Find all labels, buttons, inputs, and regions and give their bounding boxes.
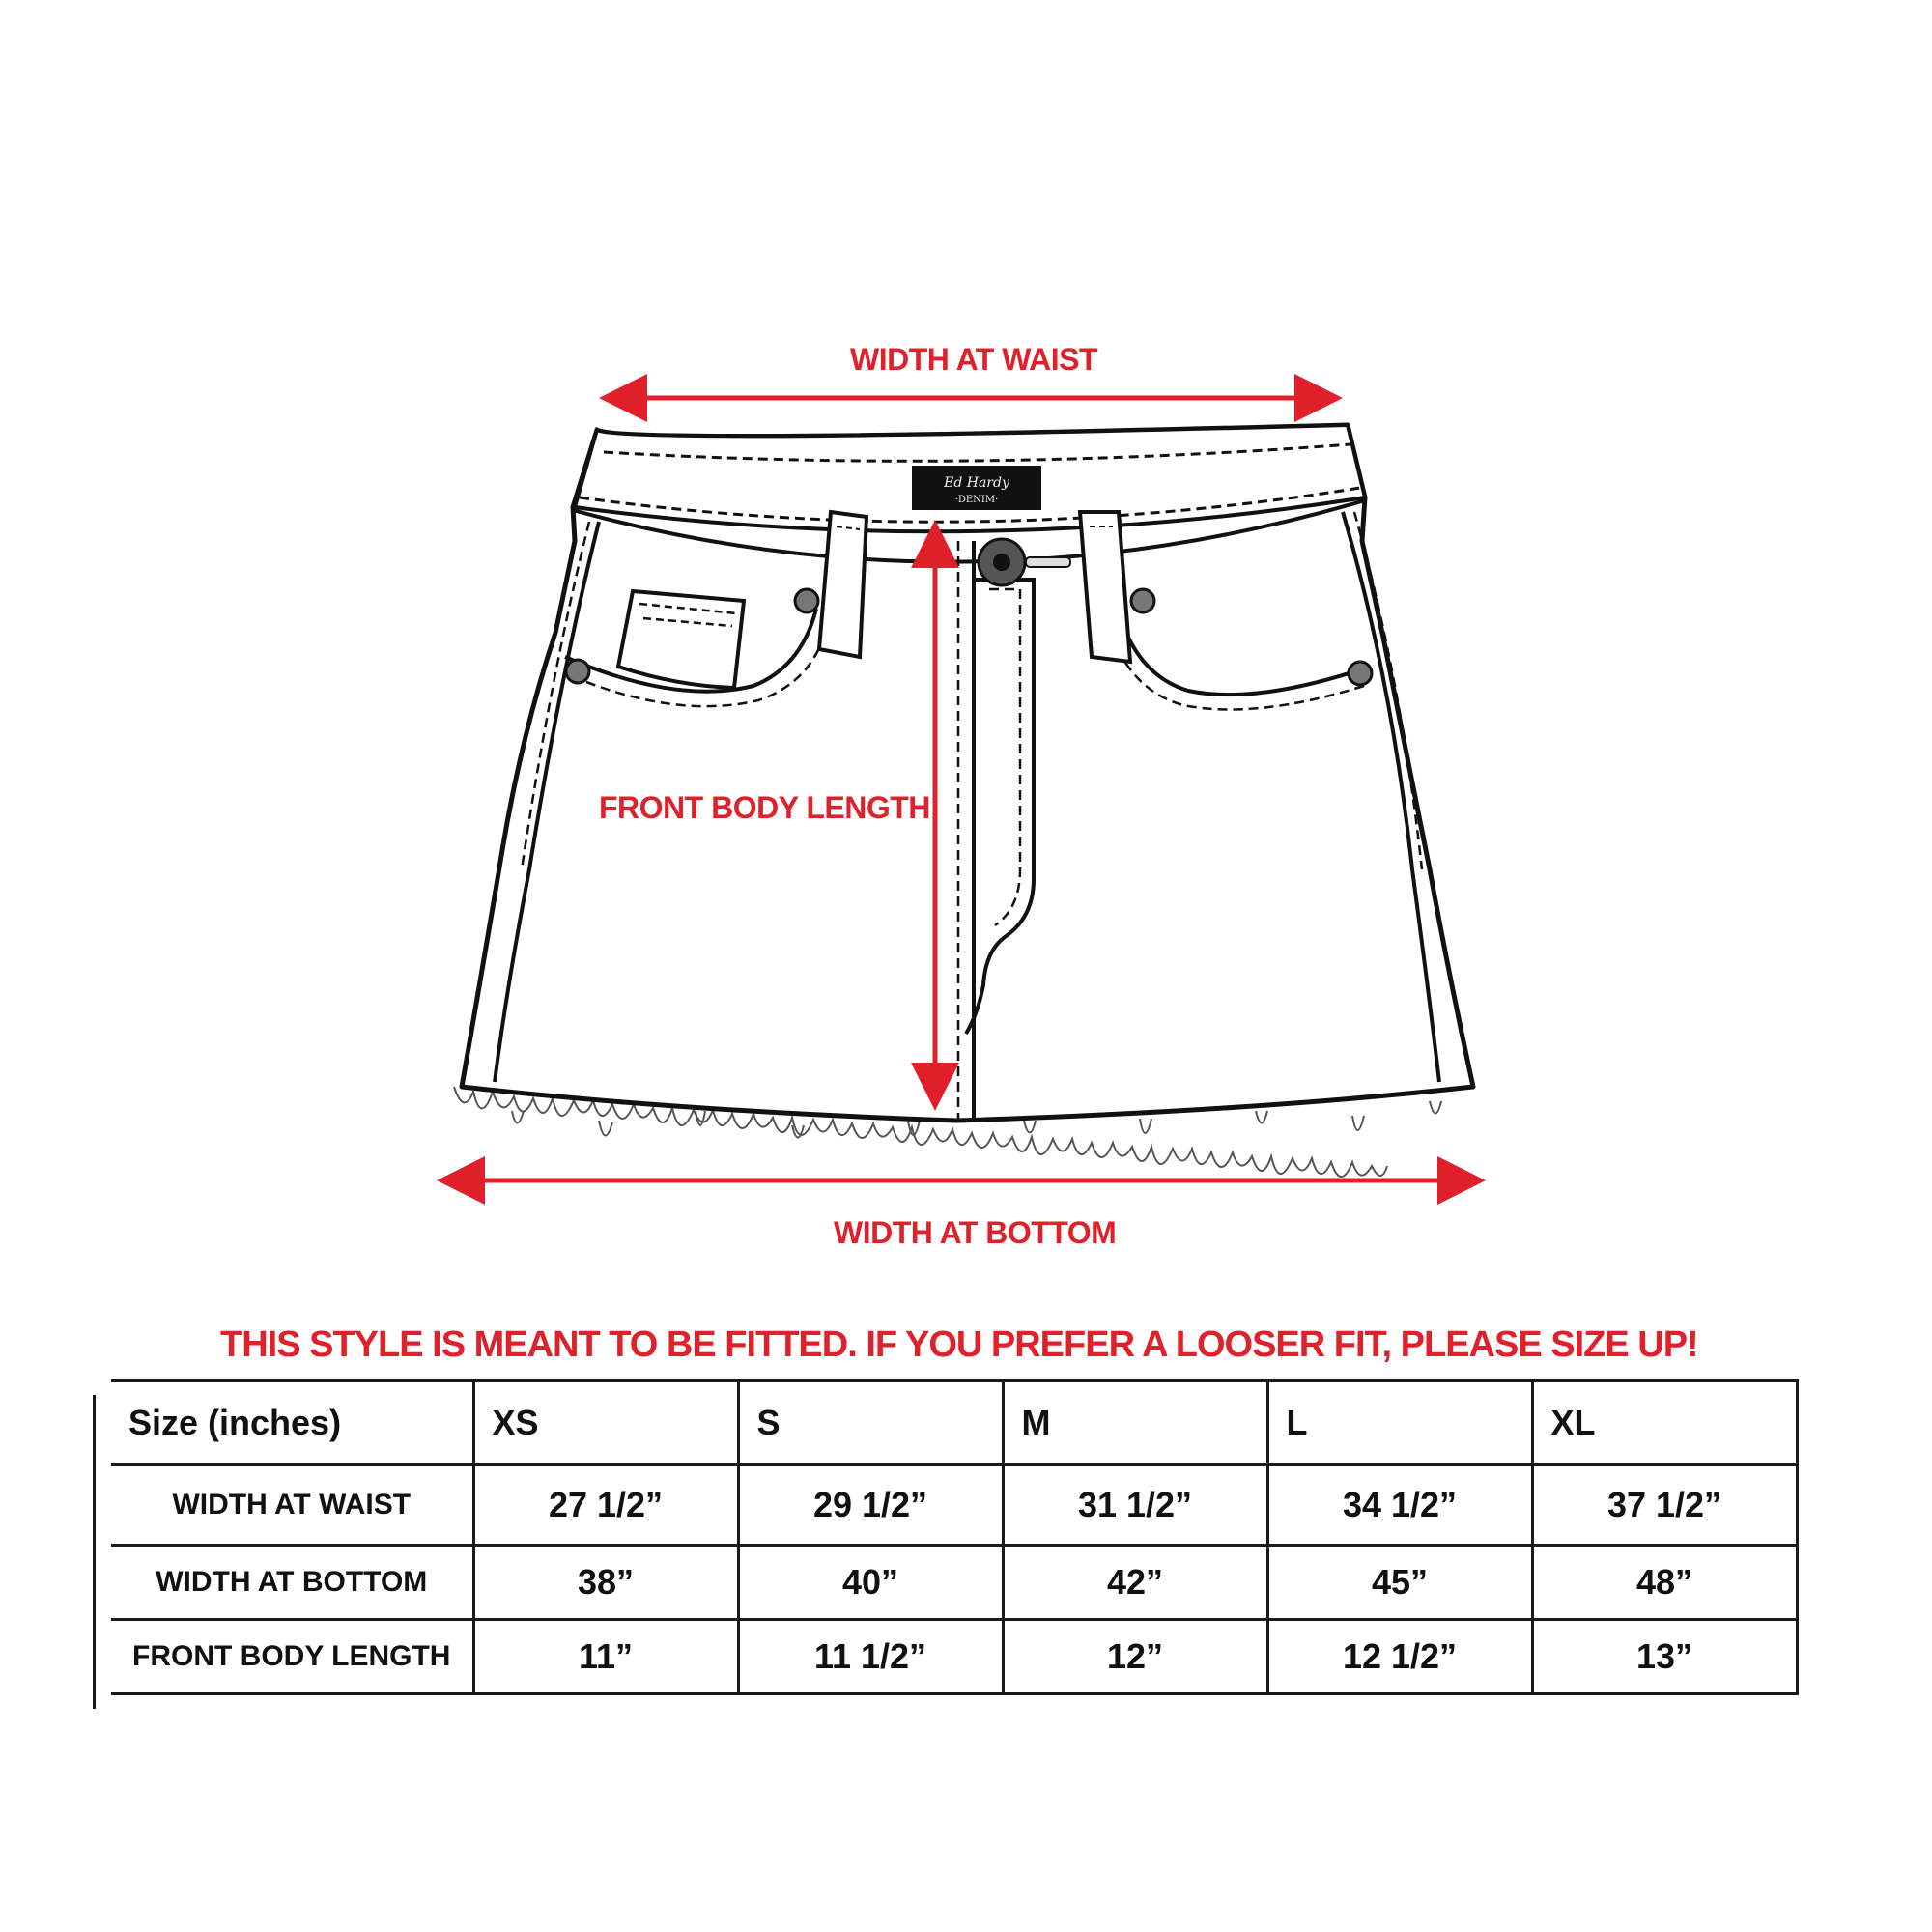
- table-cell: 12 1/2”: [1267, 1620, 1532, 1694]
- table-cell: 12”: [1003, 1620, 1267, 1694]
- svg-text:·DENIM·: ·DENIM·: [954, 495, 999, 505]
- row-label-waist: WIDTH AT WAIST: [111, 1465, 473, 1546]
- table-row: [111, 1465, 1797, 1546]
- table-row: [111, 1620, 1797, 1694]
- table-cell: 27 1/2”: [473, 1465, 738, 1546]
- table-row: [111, 1546, 1797, 1620]
- bottom-label: WIDTH AT BOTTOM: [834, 1215, 1117, 1250]
- table-cell: 48”: [1532, 1546, 1797, 1620]
- size-m: M: [1003, 1381, 1267, 1465]
- svg-text:Ed Hardy: Ed Hardy: [944, 475, 1009, 491]
- coin-pocket: [618, 591, 744, 688]
- table-cell: 40”: [738, 1546, 1003, 1620]
- waist-label: WIDTH AT WAIST: [850, 342, 1098, 377]
- table-cell: 45”: [1267, 1546, 1532, 1620]
- table-cell: 11 1/2”: [738, 1620, 1003, 1694]
- table-cell: 13”: [1532, 1620, 1797, 1694]
- row-label-length: FRONT BODY LENGTH: [111, 1620, 473, 1694]
- size-l: L: [1267, 1381, 1532, 1465]
- size-xs: XS: [473, 1381, 738, 1465]
- size-s: S: [738, 1381, 1003, 1465]
- table-cell: 29 1/2”: [738, 1465, 1003, 1546]
- table-cell: 38”: [473, 1546, 738, 1620]
- size-header-label: Size (inches): [111, 1381, 473, 1465]
- size-xl: XL: [1532, 1381, 1797, 1465]
- row-label-bottom: WIDTH AT BOTTOM: [111, 1546, 473, 1620]
- table-cell: 34 1/2”: [1267, 1465, 1532, 1546]
- fit-notice: THIS STYLE IS MEANT TO BE FITTED. IF YOU PREFER A LOOSER FIT, PLEASE SIZE UP!: [220, 1324, 1698, 1365]
- table-left-rule: [93, 1395, 96, 1709]
- size-table: [111, 1379, 1799, 1695]
- table-cell: 42”: [1003, 1546, 1267, 1620]
- front-length-label: FRONT BODY LENGTH: [599, 790, 930, 825]
- table-cell: 37 1/2”: [1532, 1465, 1797, 1546]
- brand-tag: [912, 466, 1041, 510]
- table-cell: 31 1/2”: [1003, 1465, 1267, 1546]
- table-cell: 11”: [473, 1620, 738, 1694]
- table-header-row: [111, 1381, 1797, 1465]
